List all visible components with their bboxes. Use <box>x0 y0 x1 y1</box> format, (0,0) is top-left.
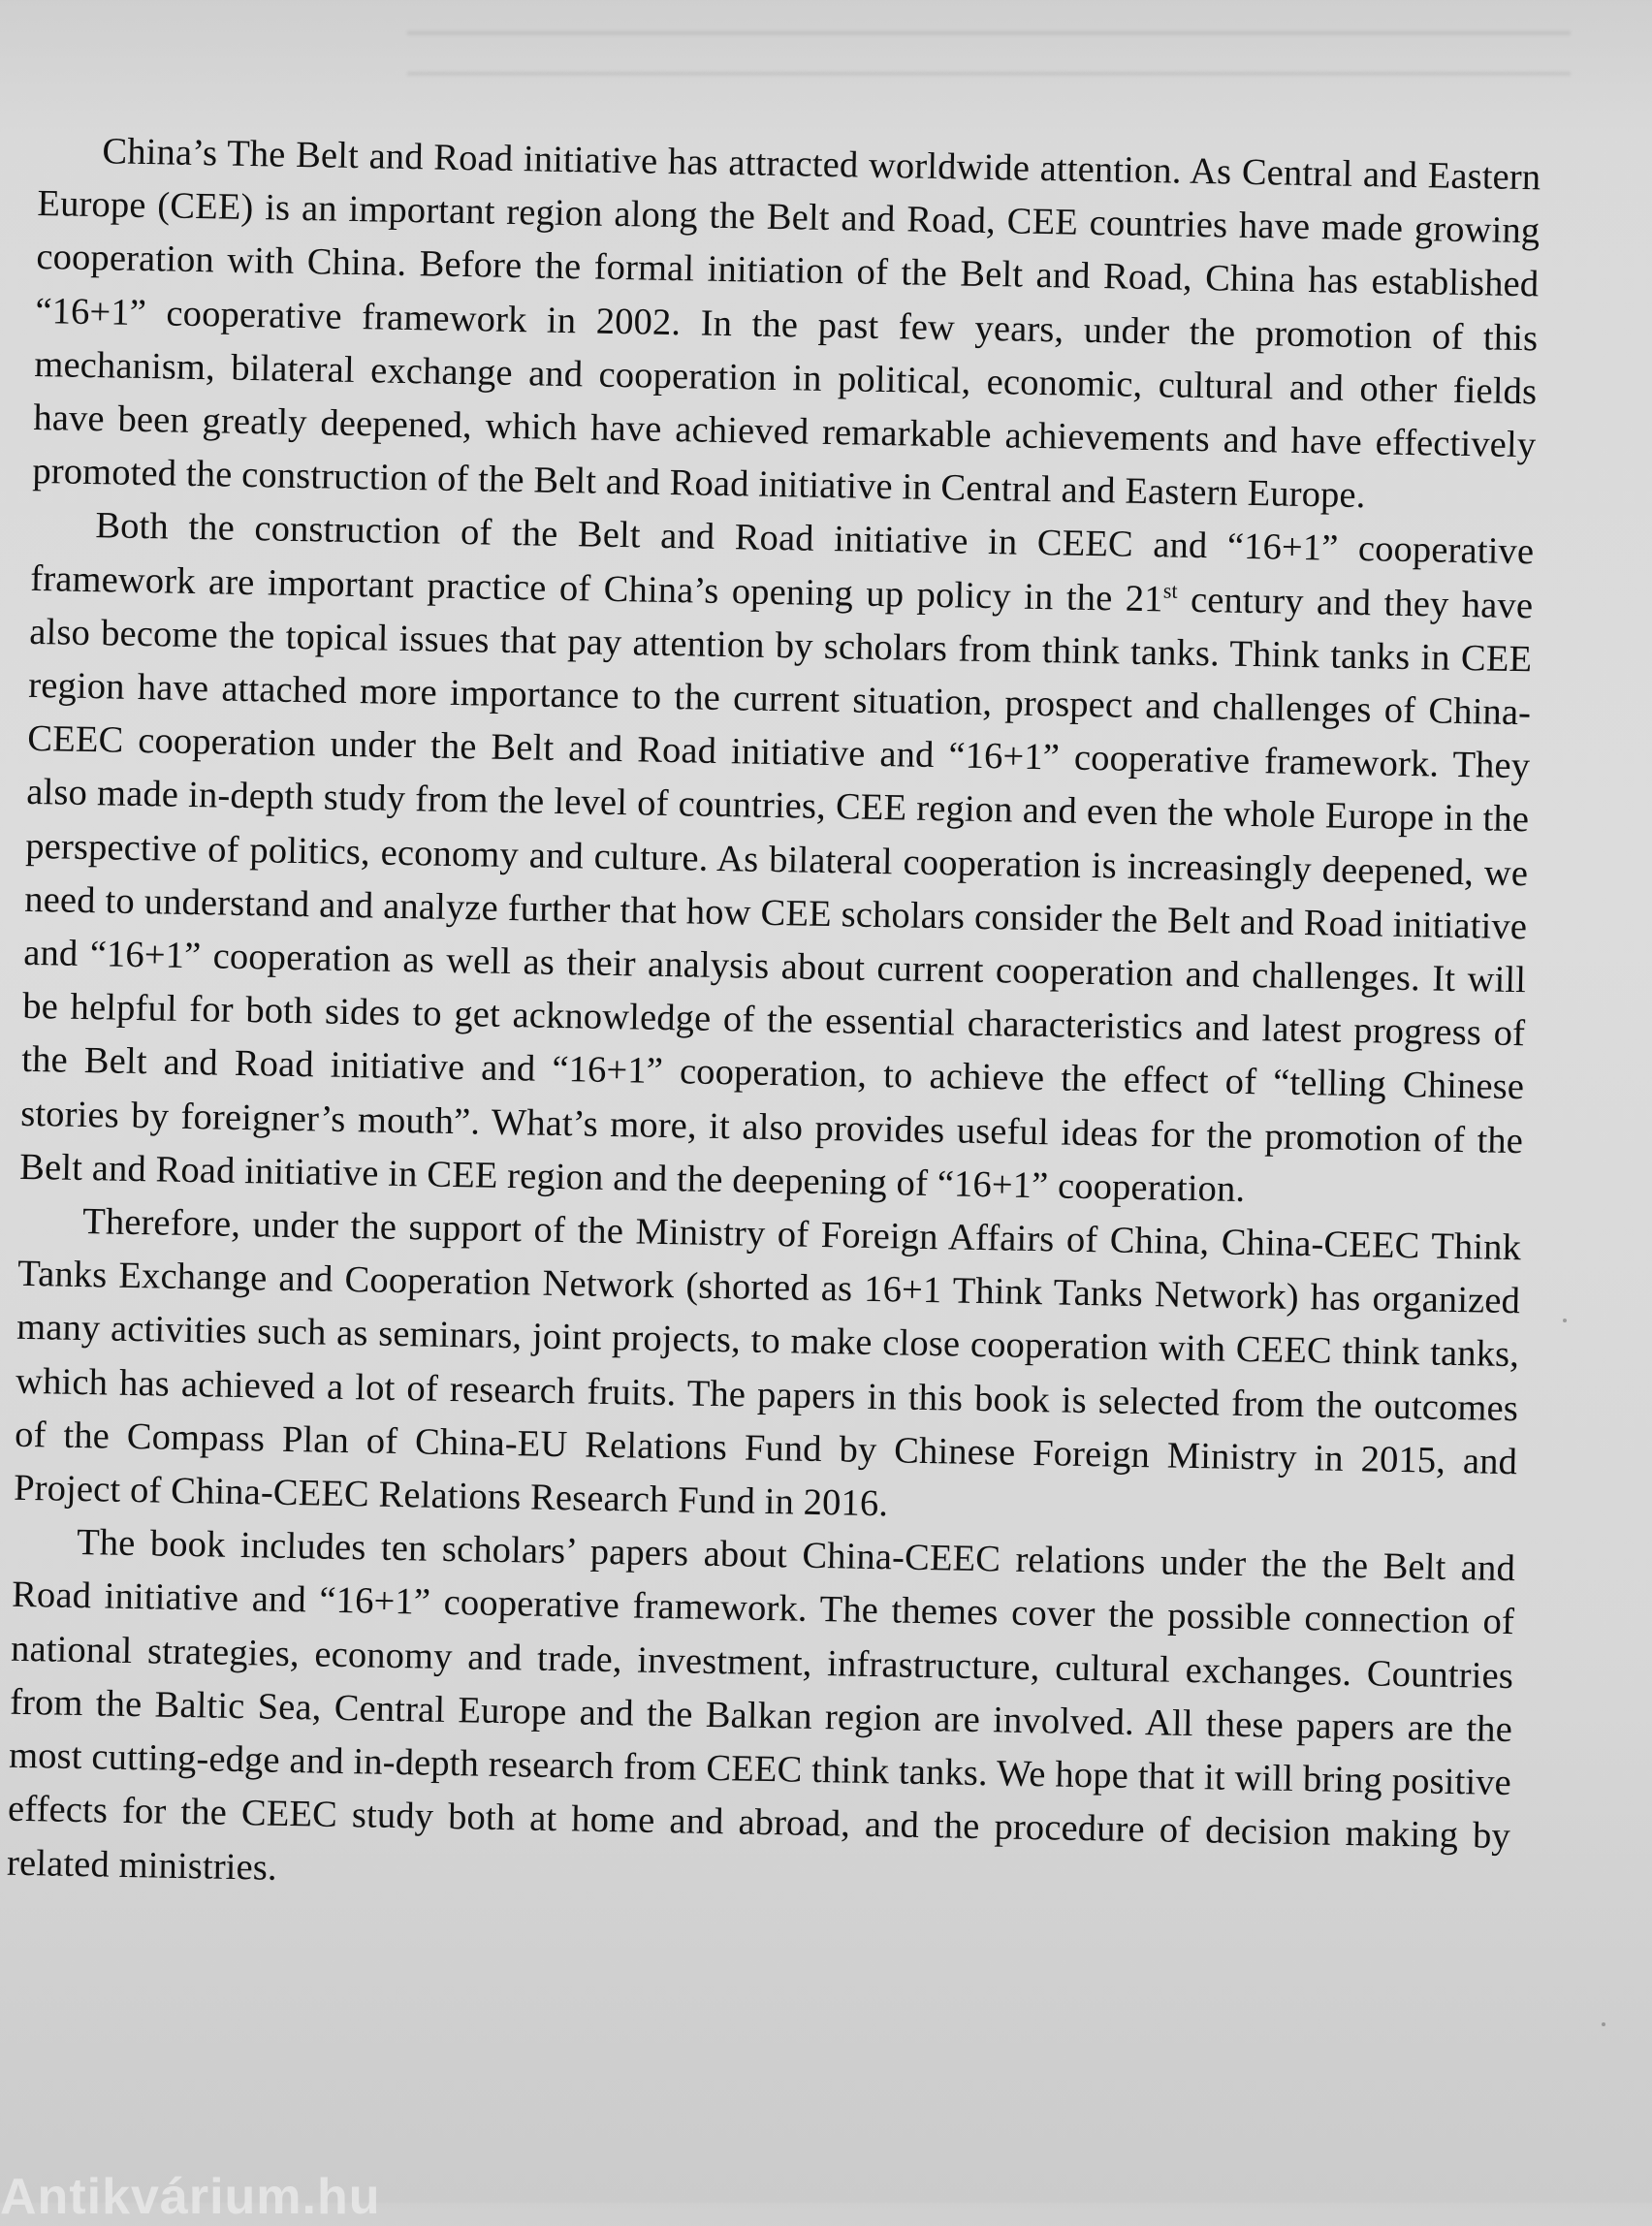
dust-speck <box>1563 1319 1567 1322</box>
paragraph-3: Therefore, under the support of the Ministry of Foreign Affairs of China, China-CEEC Think Tanks Exchange and Cooperation Network (shorted as 16+1 Think Tanks Network) has organized many activities such as seminars, joint projects, to make close cooperation with CEEC think tanks, which has achieved a lot of research fruits. The papers in this book is selected from the outcomes of the Compass Plan of China-EU Relations Fund by Chinese Foreign Ministry in 2015, and Project of China-CEEC Relations Research Fund in 2016. <box>13 1201 1522 1525</box>
ordinal-superscript: st <box>1162 578 1179 603</box>
paragraph-4: The book includes ten scholars’ papers about China-CEEC relations under the the Belt and Road initiative and “16+1” cooperative framework. The themes cover the possible connection of national strategies, economy and trade, investment, infrastructure, cultural exchanges. Countries from the Baltic Sea, Central Europe and the Balkan region are involved. All these papers are the most cutting-edge and in-depth research from CEEC think tanks. We hope that it will bring positive effects for the CEEC study both at home and abroad, and the procedure of decision making by related ministries. <box>6 1522 1516 1889</box>
watermark-logo: Antikvárium.hu <box>0 2169 381 2225</box>
paragraph-2-text-start: Both the construction of the Belt and Road initiative in CEEC and “16+1” cooperative framework are important practice of China’s opening up policy in the 21 <box>30 505 1535 620</box>
show-through-text <box>407 17 1571 105</box>
paragraph-1: China’s The Belt and Road initiative has attracted worldwide attention. As Central and Eastern Europe (CEE) is an important region along the Belt and Road, CEE countries have made growing cooperation with China. Before the formal initiation of the Belt and Road, China has established “16+1” cooperative framework in 2002. In the past few years, under the promotion of this mechanism, bilateral exchange and cooperation in political, economic, cultural and other fields have been greatly deepened, which have achieved remarkable achievements and have effectively promoted the construction of the Belt and Road initiative in Central and Eastern Europe. <box>32 131 1541 517</box>
dust-speck <box>1602 2022 1605 2026</box>
paragraph-2-text-end: century and they have also become the topical issues that pay attention by scholars from think tanks. Think tanks in CEE region have attached more importance to the current situation, prospect and challenges of China-CEEC cooperation under the Belt and Road initiative and “16+1” cooperative framework. They also made in-depth study from the level of countries, CEE region and even the whole Europe in the perspective of politics, economy and culture. As bilateral cooperation is increasingly deepened, we need to understand and analyze further that how CEE scholars consider the Belt and Road initiative and “16+1” cooperation as well as their analysis about current cooperation and challenges. It will be helpful for both sides to get acknowledge of the essential characteristics and latest progress of the Belt and Road initiative and “16+1” cooperation, to achieve the effect of “telling Chinese stories by foreigner’s mouth”. What’s more, it also provides useful ideas for the promotion of the Belt and Road initiative in CEE region and the deepening of “16+1” cooperation. <box>18 579 1534 1210</box>
body-text <box>2 124 1541 2168</box>
paragraph-2 <box>19 498 1535 1222</box>
